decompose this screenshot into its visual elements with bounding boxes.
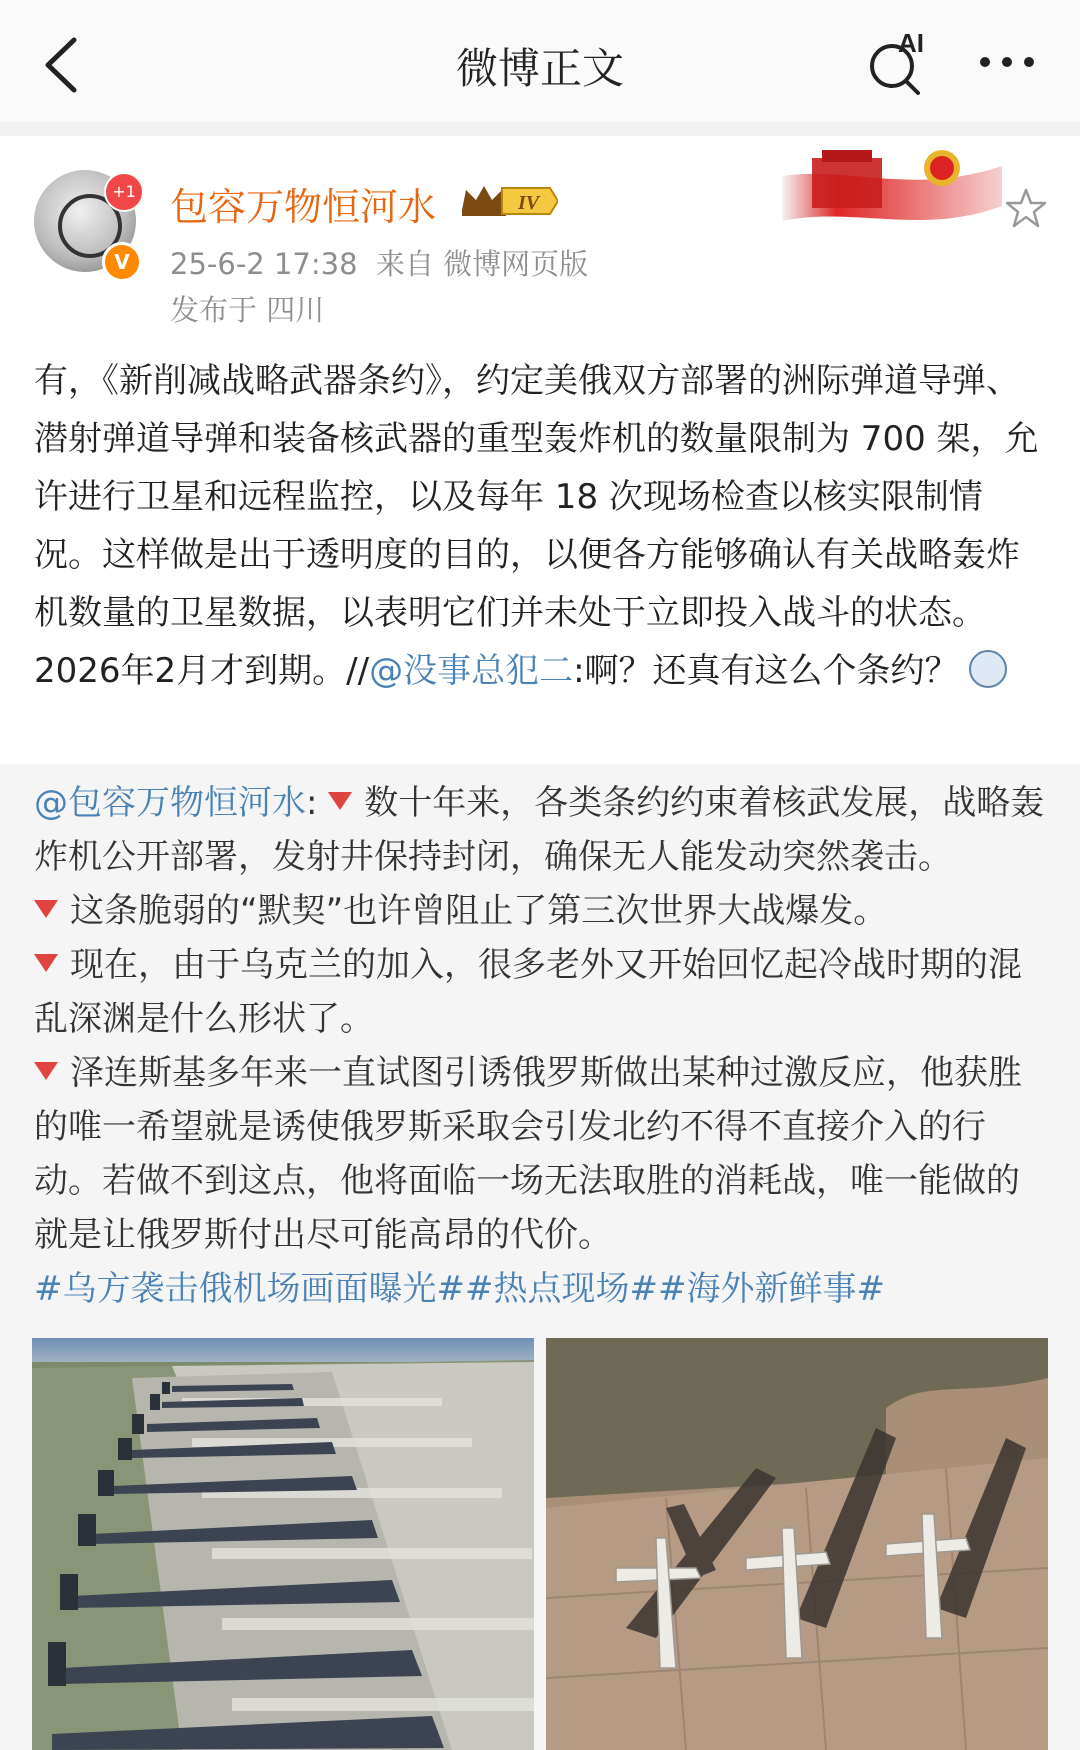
post-meta [170,242,588,283]
more-options-icon[interactable] [975,52,1045,72]
colon: : [306,783,318,823]
decorative-banner [782,146,1002,234]
red-triangle-icon [34,1062,58,1080]
verified-badge: V [102,242,142,282]
page-title: 微博正文 [455,44,624,93]
username[interactable]: 包容万物恒河水 [170,185,437,229]
plus-one-badge: +1 [104,172,144,212]
red-triangle-icon [34,900,58,918]
hashtag-links[interactable]: #乌方袭击俄机场画面曝光##热点现场##海外新鲜事# [34,1269,885,1309]
retweet-paragraph-2: 这条脆弱的“默契”也许曾阻止了第三次世界大战爆发。 [70,891,888,931]
retweet-paragraph-4: 泽连斯基多年来一直试图引诱俄罗斯做出某种过激反应，他获胜的唯一希望就是诱使俄罗斯采取会引发北约不得不直接介入的行动。若做不到这点，他将面临一场无法取胜的消耗战，唯一能做的就是让俄罗斯付出尽可能高昂的代价。 [34,1053,1022,1255]
retweet-paragraph-3: 现在，由于乌克兰的加入，很多老外又开始回忆起冷战时期的混乱深渊是什么形状了。 [34,945,1022,1039]
favorite-star-icon[interactable] [1004,186,1048,230]
post-location: 发布于 四川 [170,293,325,327]
level-crown-badge [458,180,558,222]
mention-text: :啊？还真有这么个条约？ [573,651,959,691]
top-nav-bar [0,0,1080,122]
retweet-text [34,776,1046,1316]
divider [0,122,1080,136]
timestamp: 25-6-2 17:38 [170,247,358,281]
retweet-author-link[interactable]: @包容万物恒河水 [34,783,306,823]
red-triangle-icon [34,954,58,972]
ai-search-icon[interactable] [860,28,930,98]
ai-label: AI [898,28,924,58]
post-text: 有，《新削减战略武器条约》，约定美俄双方部署的洲际弹道导弹、潜射弹道导弹和装备核武器的重型轰炸机的数量限制为 700 架，允许进行卫星和远程监控，以及每年 18 次现场检查以核实限制情况。这样做是出于透明度的目的，以便各方能够确认有关战略轰炸机数量的卫星数据，以表明它们并未处于立即投入战斗的状态。2026年2月才到期。// [34,361,1039,691]
red-triangle-icon [328,792,352,810]
post-content [34,352,1046,700]
mention-link[interactable]: @没事总犯二 [369,651,574,691]
satellite-bombers-image[interactable] [546,1338,1048,1750]
bombers-on-runway-image[interactable] [32,1338,534,1750]
level-label: IV [518,192,540,214]
doge-emoji-icon [969,650,1007,688]
post-source: 来自 微博网页版 [375,247,589,281]
retweet-paragraph-1: 数十年来，各类条约约束着核武发展，战略轰炸机公开部署，发射井保持封闭，确保无人能发动突然袭击。 [34,783,1045,877]
retweet-block[interactable] [0,764,1080,1750]
